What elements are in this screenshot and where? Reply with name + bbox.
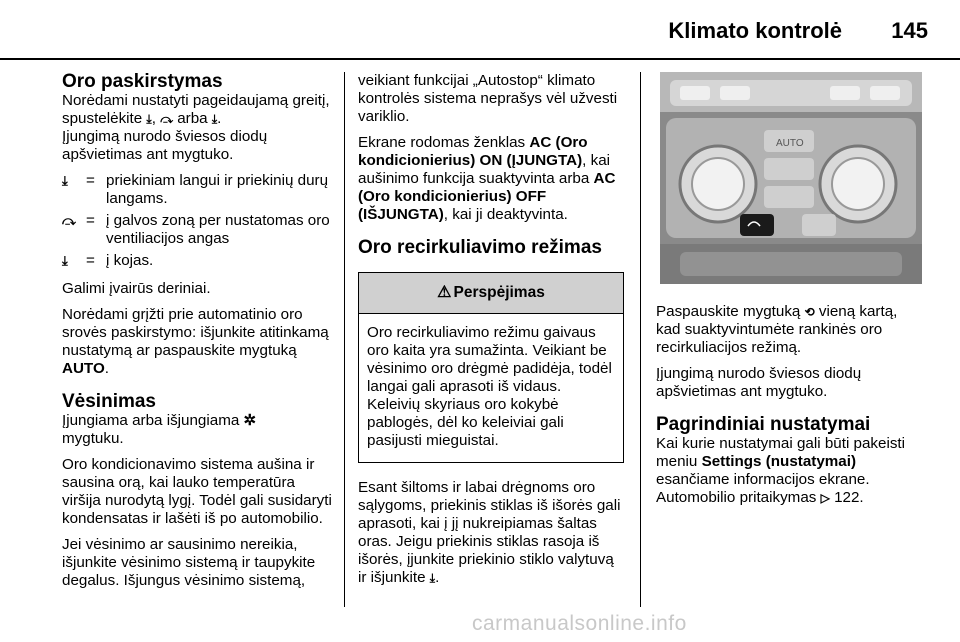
header-rule [0,58,960,60]
windshield-defrost-icon: ⤓ [62,173,68,188]
paragraph: Ekrane rodomas ženklas AC (Oro kondicionierius) ON (ĮJUNGTA), kai aušinimo funkcija suaktyvinta arba AC (Oro kondicionierius) OFF (IŠJUNGTA), kai ji deaktyvinta. [358,134,616,223]
page-reference-triangle-icon: ▷ [820,491,830,505]
paragraph: Esant šiltoms ir labai drėgnoms oro sąlygoms, priekinis stiklas iš išorės gali aprasoti, kai į jį nukreipiamas šaltas oras. Jeigu priekinis stiklas rasoja iš išorės, įjunkite priekinio stiklo valytuvą ir išjunkite ⤓. [358,479,621,586]
column-middle [358,72,624,595]
definition-row: ⤓ = į kojas. [62,252,154,269]
page-header [0,0,960,60]
snowflake-icon: ✲ [243,412,257,429]
column-left [62,72,332,598]
column-divider [640,72,641,607]
column-right [656,72,926,515]
warning-text: Oro recirkuliavimo režimu gaivaus oro kaita yra sumažinta. Veikiant be vėsinimo oro drėgmė padidėja, todėl langai gali aprasoti iš vidaus. Keleivių skyriaus oro kokybė pablogės, dėl ko keleiviai gali pasijusti mieguistai. [367,324,612,449]
paragraph: Norėdami nustatyti pageidaujamą greitį, spustelėkite ⤓, ⤼ arba ⤓. Įjungimą nurodo šviesos diodų apšvietimas ant mygtuko. [62,92,330,163]
heading-basic-settings: Pagrindiniai nustatymai [656,414,871,435]
paragraph: Kai kurie nustatymai gali būti pakeisti meniu Settings (nustatymai) esančiame informacijos ekrane. Automobilio pritaikymas ▷ 122. [656,435,906,506]
paragraph: Paspauskite mygtuką ⟲ vieną kartą, kad suaktyvintumėte rankinės oro recirkuliacijos režimą. [656,303,898,356]
windshield-defrost-icon: ⤓ [146,112,152,126]
page-number: 145 [891,18,928,43]
definition-row: ⤓ = priekiniam langui ir priekinių durų langams. [62,172,329,207]
heading-cooling: Vėsinimas [62,391,156,412]
paragraph: Galimi įvairūs deriniai. [62,280,211,297]
definition-row: ⤼ = į galvos zoną per nustatomas oro ventiliacijos angas [62,212,330,247]
warning-box [358,272,624,463]
warning-triangle-icon: ⚠ [437,284,452,301]
heading-air-distribution: Oro paskirstymas [62,71,223,92]
definition-list [62,172,332,270]
recirculation-icon: ⟲ [804,305,815,319]
watermark: carmanualsonline.info [472,612,687,635]
paragraph: Įjungiama arba išjungiama ✲ mygtuku. [62,412,257,447]
paragraph: Jei vėsinimo ar sausinimo nereikia, išjunkite vėsinimo sistemą ir taupykite degalus. Išjungus vėsinimo sistemą, [62,536,316,589]
paragraph: Oro kondicionavimo sistema aušina ir sausina orą, kai lauko temperatūra viršija nurodytą lygį. Todėl gali susidaryti kondensatas ir lašėti iš po automobilio. [62,456,332,527]
head-vent-icon: ⤼ [62,213,76,228]
column-divider [344,72,345,607]
footwell-icon: ⤓ [62,253,68,268]
paragraph: Norėdami grįžti prie automatinio oro srovės paskirstymo: išjunkite atitinkamą nustatymą ar paspauskite mygtuką AUTO. [62,306,329,377]
head-vent-icon: ⤼ [160,112,174,126]
chapter-title: Klimato kontrolė [668,18,842,43]
warning-header: ⚠ Perspėjimas [359,273,623,314]
paragraph: veikiant funkcijai „Autostop“ klimato kontrolės sistema neprašys vėl užvesti variklio. [358,72,618,125]
climate-control-panel-photo [660,72,922,284]
photo-label: AUTO [776,138,804,149]
windshield-defrost-icon: ⤓ [429,571,436,585]
footwell-icon: ⤓ [211,112,218,126]
paragraph: Įjungimą nurodo šviesos diodų apšvietimas ant mygtuko. [656,365,862,400]
heading-recirculation: Oro recirkuliavimo režimas [358,237,602,258]
